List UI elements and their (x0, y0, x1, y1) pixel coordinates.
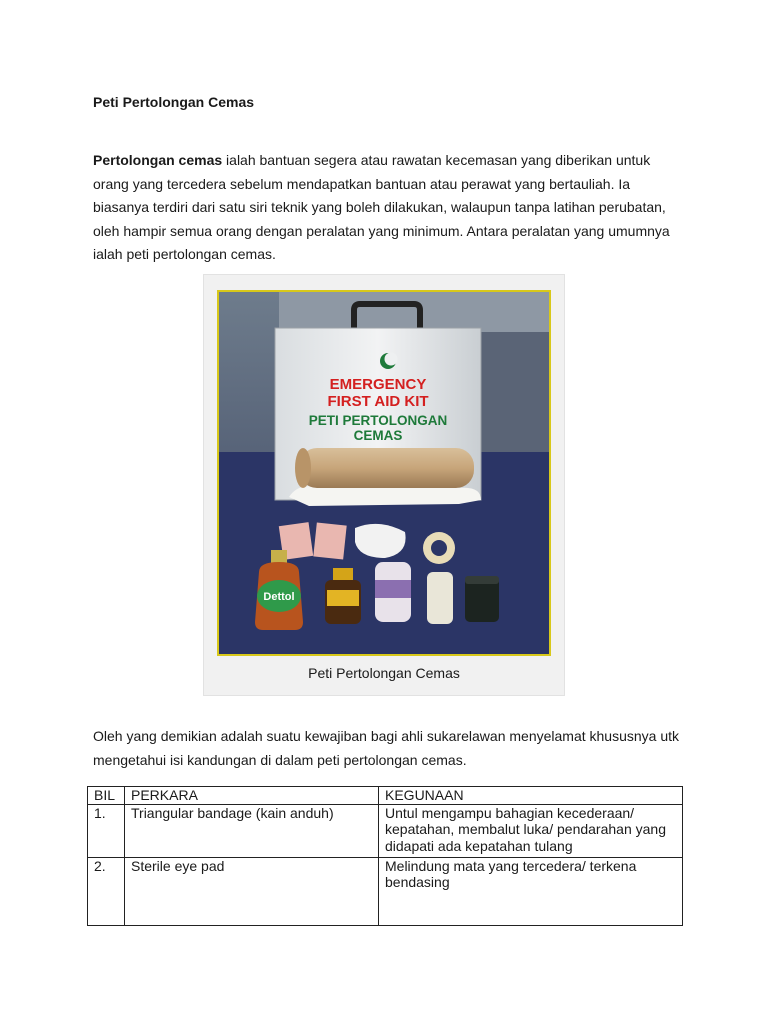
second-paragraph: Oleh yang demikian adalah suatu kewajiban bagi ahli sukarelawan menyelamat khususnya utk mengetahui isi kandungan di dalam peti pertolongan cemas. (93, 728, 680, 768)
gauze-bandage (427, 572, 453, 624)
table-header-row (88, 787, 683, 805)
header-bil: BIL (88, 787, 125, 805)
intro-text: ialah bantuan segera atau rawatan kecemasan yang diberikan untuk orang yang tercedera sebelum mendapatkan bantuan atau perawat yang bertauliah. Ia biasanya terdiri dari satu siri teknik yang boleh dilakukan, walaupun tanpa latihan perubatan, oleh hampir semua orang dengan peralatan yang minimum. Antara peralatan yang umumnya ialah peti pertolongan cemas. (93, 152, 670, 262)
figure-caption: Peti Pertolongan Cemas (308, 665, 460, 681)
kit-label-emergency: EMERGENCY (329, 376, 427, 393)
header-perkara: PERKARA (125, 787, 379, 805)
bandage-roll (299, 448, 474, 488)
cell-bil: 2. (88, 857, 125, 925)
plaster-2 (313, 523, 346, 560)
table-row (88, 857, 683, 925)
kit-label-first-aid-kit: FIRST AID KIT (327, 393, 429, 410)
intro-paragraph (93, 149, 683, 267)
page-title: Peti Pertolongan Cemas (93, 94, 255, 110)
kit-label-cemas: CEMAS (353, 428, 403, 443)
figure-frame (203, 274, 565, 696)
cell-perkara: Triangular bandage (kain anduh) (125, 804, 379, 857)
svg-text:Dettol: Dettol (263, 591, 295, 603)
cell-kegunaan: Melindung mata yang tercedera/ terkena bendasing (379, 857, 683, 925)
first-aid-items-table (87, 786, 683, 926)
cell-perkara: Sterile eye pad (125, 857, 379, 925)
table-row (88, 804, 683, 857)
intro-bold-term: Pertolongan cemas (93, 152, 223, 168)
header-kegunaan: KEGUNAAN (379, 787, 683, 805)
kit-label-peti-pertolongan: PETI PERTOLONGAN (308, 413, 448, 428)
cell-kegunaan: Untul mengampu bahagian kecederaan/ kepatahan, membalut luka/ pendarahan yang didapati ada kepatahan tulang (379, 804, 683, 857)
first-aid-kit-photo (217, 290, 551, 656)
cell-bil: 1. (88, 804, 125, 857)
